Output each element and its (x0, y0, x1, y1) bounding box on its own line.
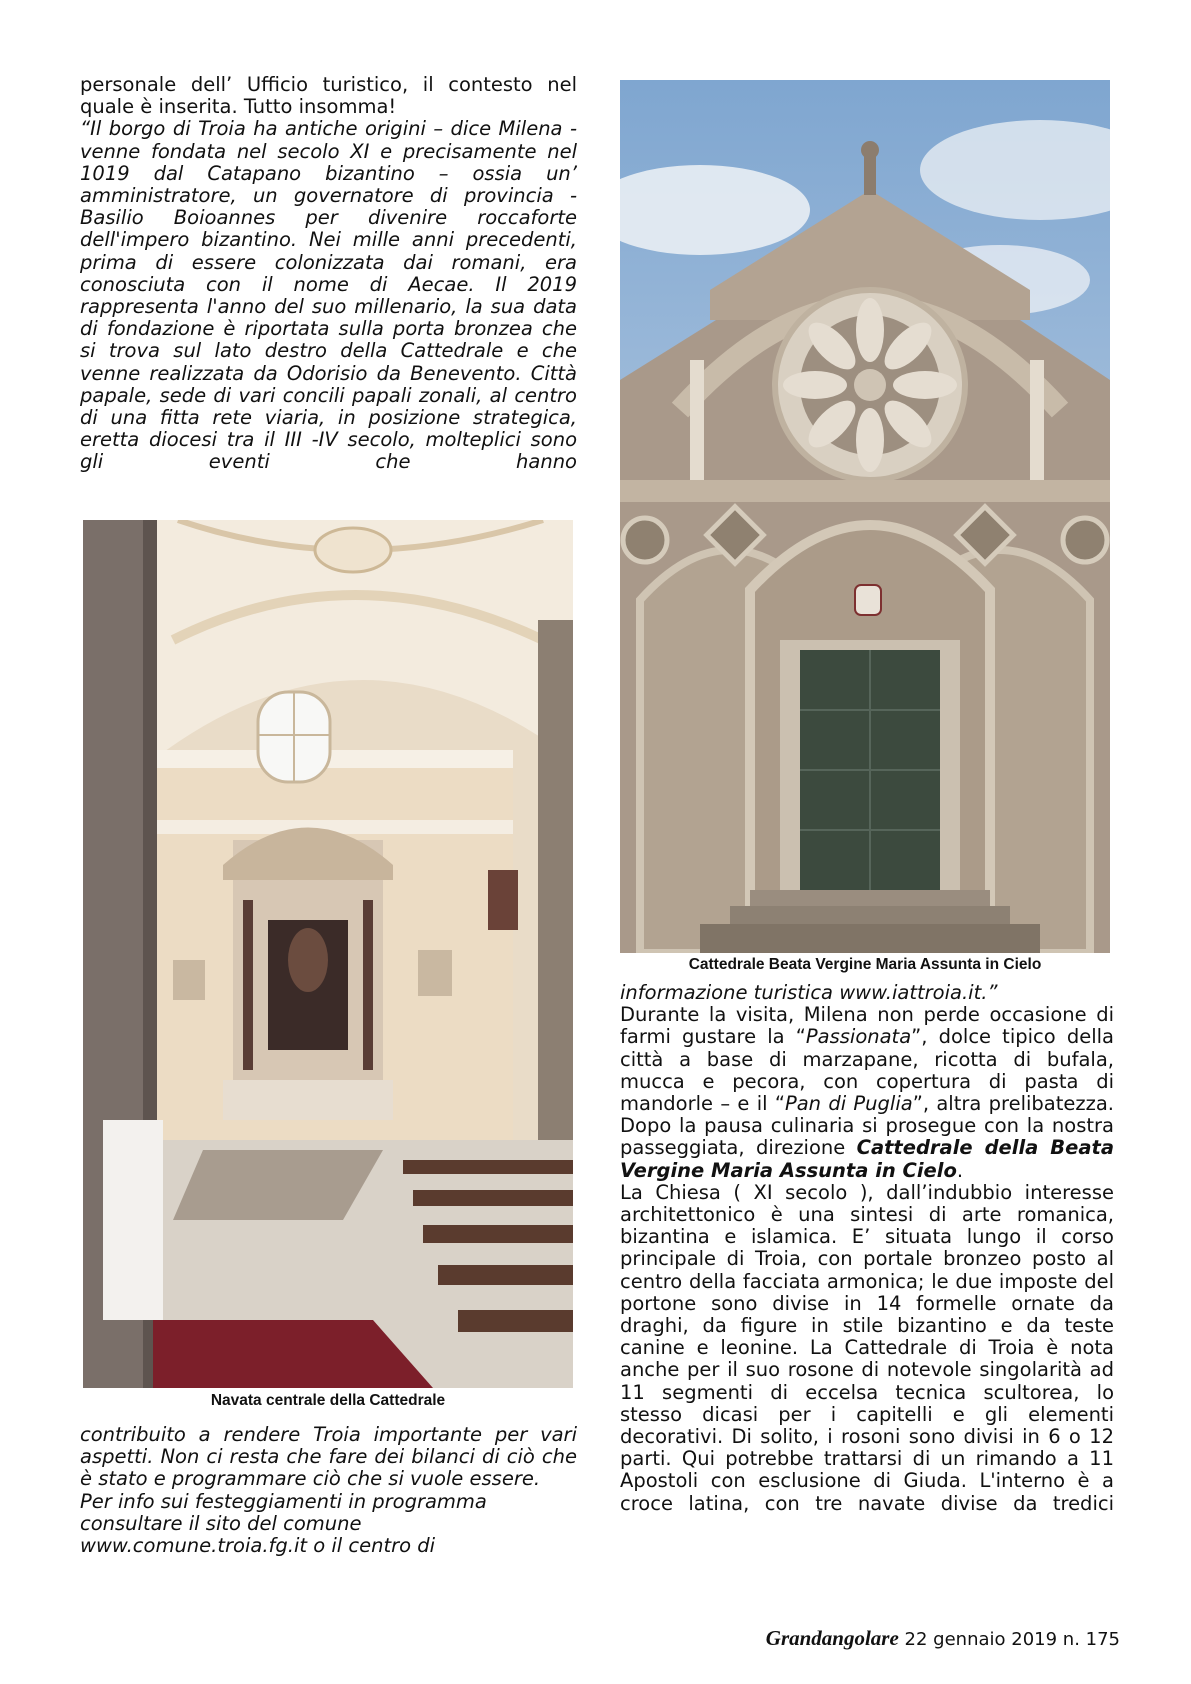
nave-illustration (83, 520, 573, 1388)
right-column-text (620, 982, 1114, 1515)
info-line-3: www.comune.troia.fg.it o il centro di (80, 1534, 436, 1558)
passionata-word: Passionata (805, 1025, 912, 1049)
continuation-text: contribuito a rendere Troia importante per vari aspetti. Non ci resta che fare dei bilanci di ciò che è stato e programmare ciò che si vuole essere. (80, 1423, 577, 1491)
info-line-2: consultare il sito del comune (80, 1511, 362, 1535)
page-footer (620, 1626, 1120, 1651)
paragraph-chiesa: La Chiesa ( XI secolo ), dall’indubbio interesse architettonico è una sintesi di arte romanica, bizantina e islamica. E’ situata lungo il corso principale di Troia, con portale bronzeo posto al centro della facciata armonica; le due imposte del portone sono divise in 14 formelle ornate da draghi, da figure in stile bizantino e da teste canine e leonine. La Cattedrale di Troia è nota anche per il suo rosone di notevole singolarità ad 11 segmenti di eccelsa tecnica scultorea, lo stesso dicasi per i capitelli e gli elementi decorativi. Di solito, i rosoni sono divisi in 6 o 12 parti. Qui potrebbe trattarsi di un rimando a 11 Apostoli con esclusione di Giuda. L'interno è a croce latina, con tre navate divise da tredici (620, 1180, 1114, 1515)
nave-caption: Navata centrale della Cattedrale (210, 1392, 446, 1409)
p1-before: Durante la visita, Milena non perde occasione di farmi gustare la “ (620, 1003, 1114, 1049)
left-column-bottom-text (80, 1424, 577, 1557)
intro-line-1: personale dell’ Ufficio turistico, il contesto nel (80, 73, 577, 96)
magazine-brand: Grandangolare (765, 1626, 899, 1650)
info-line-1: Per info sui festeggiamenti in programma (80, 1489, 487, 1513)
nave-photo (83, 520, 573, 1388)
p1-after: ”, altra prelibatezza. Dopo la pausa culinaria si prosegue con la nostra passeggiata, direzione (620, 1092, 1114, 1160)
facade-photo (620, 80, 1110, 953)
cathedral-name-bold: Cattedrale della Beata Vergine Maria Assunta in Cielo (620, 1136, 1114, 1182)
left-column-top-text (80, 74, 577, 474)
intro-line-2: quale è inserita. Tutto insomma! (80, 95, 397, 119)
pan-di-puglia-word: Pan di Puglia (784, 1092, 913, 1116)
paragraph-passionata (620, 1004, 1114, 1182)
p1-mid: ”, dolce tipico della città a base di marzapane, ricotta di bufala, mucca e pecora, con copertura di pasta di mandorle – e il “ (620, 1025, 1114, 1116)
milena-quote: “Il borgo di Troia ha antiche origini – dice Milena - venne fondata nel secolo XI e precisamente nel 1019 dal Catapano bizantino – ossia un’ amministratore, un governatore di provincia - Basilio Boioannes per divenire roccaforte dell'impero bizantino. Nei mille anni precedenti, prima di essere colonizzata dai romani, era conosciuta con il nome di Aecae. Il 2019 rappresenta l'anno del suo millenario, la sua data di fondazione è riportata sulla porta bronzea che si trova sul lato destro della Cattedrale e che venne realizzata da Odorisio da Benevento. Città papale, sede di vari concili papali zonali, al centro di una fitta rete viaria, in posizione strategica, eretta diocesi tra il III -IV secolo, molteplici sono gli eventi che hanno (80, 117, 577, 474)
info-end-line: informazione turistica www.iattroia.it.” (620, 981, 998, 1004)
facade-caption: Cattedrale Beata Vergine Maria Assunta in Cielo (688, 956, 1042, 973)
p1-end: . (956, 1158, 964, 1182)
facade-illustration (620, 80, 1110, 953)
issue-date: 22 gennaio 2019 n. 175 (904, 1629, 1120, 1650)
